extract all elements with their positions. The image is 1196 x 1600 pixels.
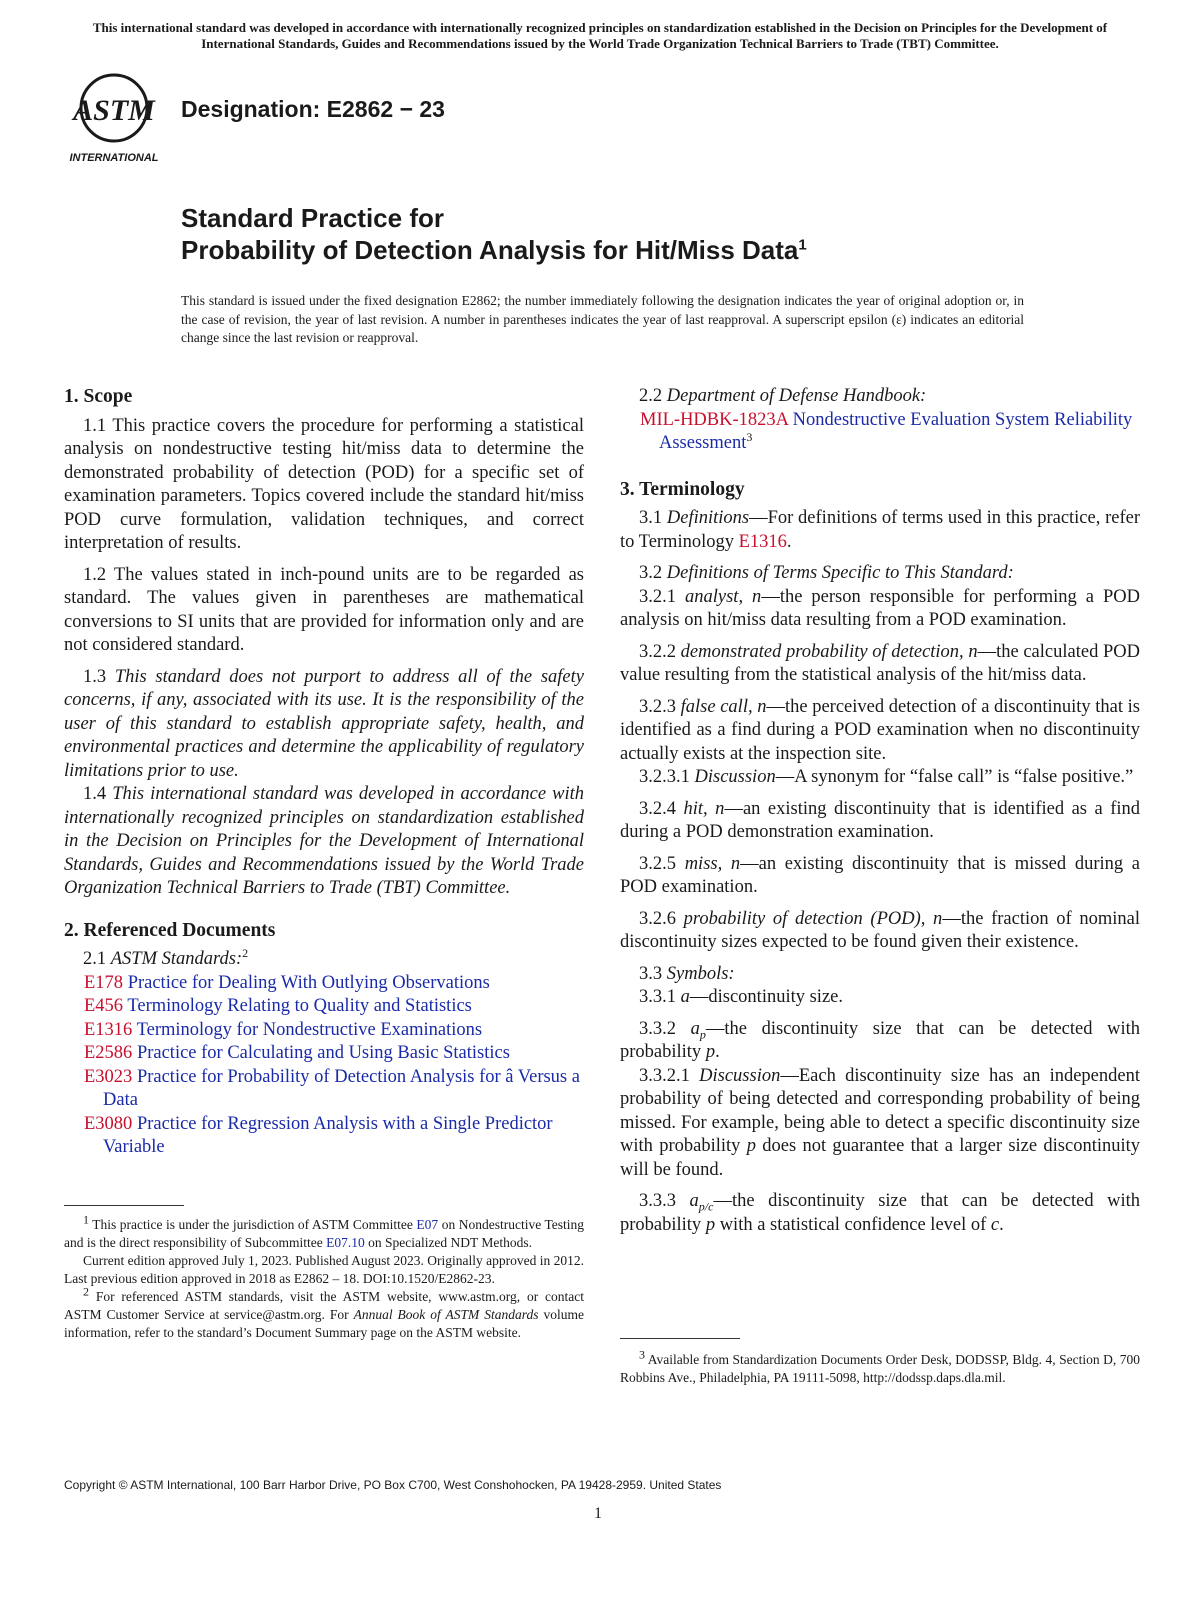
scope-1-1: 1.1 This practice covers the procedure for performing a statistical analysis on nondestructive testing hit/miss data to determine the demonstrated probability of detection (POD) for a specific set of examination parameters. Topics covered include the standard hit/miss POD curve formulation, validation techniques, and correct interpretation of results. <box>64 415 584 553</box>
def-3-2-1: 3.2.1 analyst, n—the person responsible for performing a POD analysis on hit/miss data resulting from a POD examination. <box>620 586 1140 630</box>
ref-item[interactable]: E2586 Practice for Calculating and Using Basic Statistics <box>84 1043 510 1063</box>
title-footnote-mark: 1 <box>798 236 807 254</box>
title-line-1: Standard Practice for <box>181 203 444 233</box>
sym-3-3-2: 3.3.2 $a_p—the$ discontinuity size that can be detected with probability p. <box>620 1018 1140 1062</box>
right-column <box>620 385 1140 1237</box>
footnote-1-edition: Current edition approved July 1, 2023. Published August 2023. Originally approved in 2012. Last previous edition approved in 2018 as E2862 – 18. DOI:10.1520/E2862-23. <box>64 1253 584 1286</box>
ref-item[interactable]: E1316 Terminology for Nondestructive Examinations <box>84 1019 483 1040</box>
astm-standards-label: 2.1 ASTM Standards:$^2$ <box>83 945 249 969</box>
scope-1-2: 1.2 The values stated in inch-pound units are to be regarded as standard. The values given in parentheses are mathematical conversions to SI units that are provided for information only and are not considered standard. <box>64 564 584 655</box>
def-3-2-6: 3.2.6 probability of detection (POD), n—the fraction of nominal discontinuity sizes expected to be found given their existence. <box>620 908 1140 952</box>
ref-item[interactable]: E3080 Practice for Regression Analysis with a Single Predictor Variable <box>84 1113 553 1157</box>
dod-label: 2.2 Department of Defense Handbook: <box>639 386 927 406</box>
def-3-2-2: 3.2.2 demonstrated probability of detection, n—the calculated POD value resulting from the statistical analysis of the hit/miss data. <box>620 641 1140 685</box>
designation: Designation: E2862 − 23 <box>181 96 445 122</box>
footnote-rule <box>620 1338 740 1339</box>
def-3-2-5: 3.2.5 miss, n—an existing discontinuity that is missed during a POD examination. <box>620 853 1141 897</box>
link-e07[interactable]: E07 <box>416 1217 439 1232</box>
link-e1316[interactable]: E1316 <box>738 531 787 552</box>
referenced-documents-heading: 2. Referenced Documents <box>64 919 276 941</box>
def-3-2-4: 3.2.4 hit, n—an existing discontinuity that is identified as a find during a POD demonstration examination. <box>620 798 1141 842</box>
scope-1-3: 1.3 This standard does not purport to address all of the safety concerns, if any, associated with its use. It is the responsibility of the user of this standard to establish appropriate safety, health, and environmental practices and determine the applicability of regulatory limitations prior to use. <box>64 666 584 781</box>
footnote-rule <box>64 1205 184 1206</box>
terminology-heading: 3. Terminology <box>620 478 745 500</box>
sym-3-3-1: 3.3.1 a—discontinuity size. <box>639 987 843 1007</box>
term-3-2: 3.2 Definitions of Terms Specific to This Standard: <box>639 563 1014 583</box>
logo-subtext: INTERNATIONAL <box>69 152 159 164</box>
sym-3-3-2-1: 3.3.2.1 Discussion—Each discontinuity size has an independent probability of being detected and corresponding probability of being missed. For example, being able to detect a specific discontinuity size with probability p does not guarantee that a larger size discontinuity will be found. <box>620 1065 1141 1180</box>
left-column <box>64 385 584 1160</box>
copyright-line: Copyright © ASTM International, 100 Barr Harbor Drive, PO Box C700, West Conshohocken, PA 19428-2959. United States <box>64 1478 722 1492</box>
page-number: 1 <box>594 1505 602 1522</box>
title-line-2: Probability of Detection Analysis for Hit/Miss Data <box>181 235 799 265</box>
sym-3-3-3: 3.3.3 $a_{p/c}—the$ discontinuity size that can be detected with probability p with a statistical confidence level of c. <box>620 1191 1140 1235</box>
ref-item[interactable]: E456 Terminology Relating to Quality and Statistics <box>84 996 472 1016</box>
def-3-2-3-1: 3.2.3.1 Discussion—A synonym for “false call” is “false positive.” <box>639 767 1134 787</box>
logo-text: ASTM <box>73 94 155 127</box>
right-footnotes <box>620 1338 1140 1387</box>
astm-logo <box>64 70 172 166</box>
left-footnotes <box>64 1205 584 1342</box>
scope-heading: 1. Scope <box>64 386 133 407</box>
footnote-3: $^3$ Available from Standardization Documents Order Desk, DODSSP, Bldg. 4, Section D, 700 Robbins Ave., Philadelphia, PA 19111-5098, http://dodssp.daps.dla.mil. <box>620 1347 1140 1385</box>
scope-1-4: 1.4 This international standard was developed in accordance with internationally recognized principles on standardization established in the Decision on Principles for the Development of International Standards, Guides and Recommendations issued by the World Trade Organization Technical Barriers to Trade (TBT) Committee. <box>64 784 585 898</box>
ref-item[interactable]: E178 Practice for Dealing With Outlying Observations <box>84 972 490 993</box>
ref-item[interactable]: E3023 Practice for Probability of Detection Analysis for â Versus a Data <box>84 1066 580 1110</box>
def-3-2-3: 3.2.3 false call, n—the perceived detection of a discontinuity that is identified as a find during a POD examination when no discontinuity actually exists at the inspection site. <box>620 696 1140 764</box>
top-notice: This international standard was developed in accordance with internationally recognized principles on standardization established in the Decision on Principles for the Development of International Standards, Guides and Recommendations issued by the World Trade Organization Technical Barriers to Trade (TBT) Committee. <box>92 20 1108 51</box>
document-title <box>181 202 807 266</box>
term-3-3: 3.3 Symbols: <box>639 963 735 984</box>
term-3-1: 3.1 Definitions—For definitions of terms used in this practice, refer to Terminology E1316. <box>620 508 1141 552</box>
ref-item-dod[interactable]: MIL-HDBK-1823A Nondestructive Evaluation System Reliability Assessment$^3$ <box>640 409 1133 453</box>
link-e07-10[interactable]: E07.10 <box>326 1235 365 1250</box>
footnote-1: $^1$ This practice is under the jurisdiction of ASTM Committee E07 on Nondestructive Testing and is the direct responsibility of Subcommittee E07.10 on Specialized NDT Methods. <box>64 1212 585 1250</box>
footnote-2: $^2$ For referenced ASTM standards, visit the ASTM website, www.astm.org, or contact ASTM Customer Service at service@astm.org. For Annual Book of ASTM Standards volume information, refer to the standard’s Document Summary page on the ASTM website. <box>64 1284 585 1340</box>
issuance-statement: This standard is issued under the fixed designation E2862; the number immediately following the designation indicates the year of original adoption or, in the case of revision, the year of last revision. A number in parentheses indicates the year of last reapproval. A superscript epsilon (ε) indicates an editorial change since the last revision or reapproval. <box>181 293 1024 345</box>
